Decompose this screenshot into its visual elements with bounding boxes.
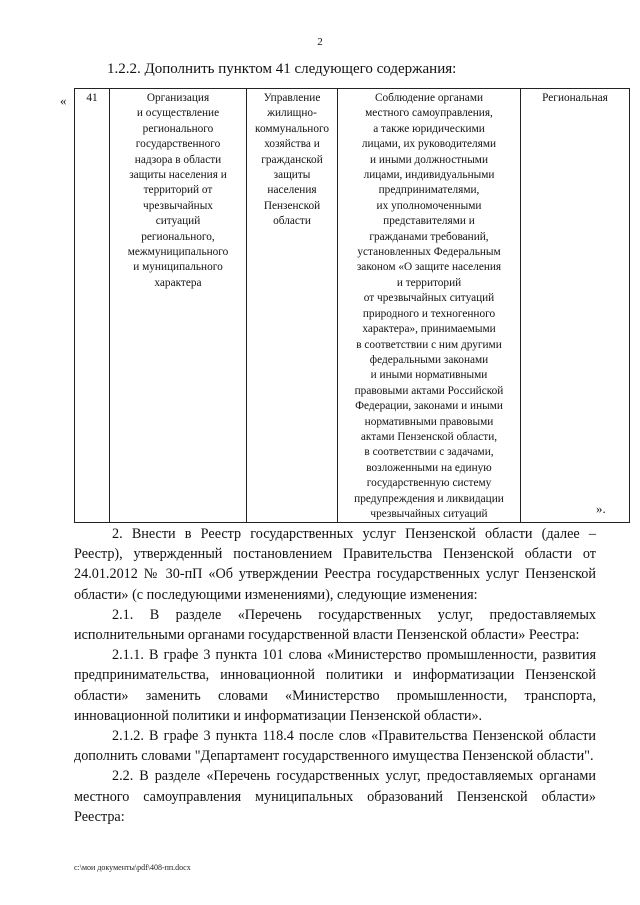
body-text (74, 524, 596, 827)
cell-number: 41 (75, 89, 110, 523)
cell-authority: Управление жилищно- коммунального хозяйства и гражданской защиты населения Пензенской области (247, 89, 338, 523)
paragraph-2-1-2: 2.1.2. В графе 3 пункта 118.4 после слов «Правительства Пензенской области дополнить словами "Департамент государственного имущества Пензенской области". (74, 728, 596, 765)
closing-quote: ». (596, 501, 606, 516)
cell-subject: Соблюдение органами местного самоуправления, а также юридическими лицами, их руководителями и иными должностными лицами, индивидуальными предпринимателями, их уполномоченными представителями и гражданами требований, установленных Федеральным законом «О защите населения и территорий от чрезвычайных ситуаций природного и техногенного характера», принимаемыми в соответствии с ним другими федеральными законами и иными нормативными правовыми актами Российской Федерации, законами и иными нормативными правовыми актами Пензенской области, в соответствии с задачами, возложенными на единую государственную систему предупреждения и ликвидации чрезвычайных ситуаций (338, 89, 521, 523)
intro-line: 1.2.2. Дополнить пунктом 41 следующего содержания: (107, 61, 457, 77)
cell-level: Региональная (521, 89, 630, 523)
footer-file-path: c:\мои документы\pdf\408-пп.docx (74, 863, 191, 872)
registry-table (74, 88, 630, 523)
page-number: 2 (317, 36, 323, 48)
opening-quote: « (60, 93, 67, 108)
table-row (75, 89, 630, 523)
paragraph-2-2: 2.2. В разделе «Перечень государственных услуг, предоставляемых органами местного самоуправления муниципальных образований Пензенской области» Реестра: (74, 768, 596, 825)
paragraph-2: 2. Внести в Реестр государственных услуг Пензенской области (далее – Реестр), утвержденный постановлением Правительства Пензенской области от 24.01.2012 № 30-пП «Об утверждении Реестра государственных услуг Пензенской области» (с последующими изменениями), следующие изменения: (74, 526, 596, 603)
paragraph-2-1-1: 2.1.1. В графе 3 пункта 101 слова «Министерство промышленности, развития предпринимательства, инновационной политики и информатизации Пензенской области» заменить словами «Министерство промышленности, транспорта, инновационной политики и информатизации Пензенской области». (74, 647, 596, 724)
cell-activity: Организация и осуществление регионального государственного надзора в области защиты населения и территорий от чрезвычайных ситуаций регионального, межмуниципального и муниципального характера (110, 89, 247, 523)
paragraph-2-1: 2.1. В разделе «Перечень государственных услуг, предоставляемых исполнительными органами государственной власти Пензенской области» Реестра: (74, 606, 596, 644)
